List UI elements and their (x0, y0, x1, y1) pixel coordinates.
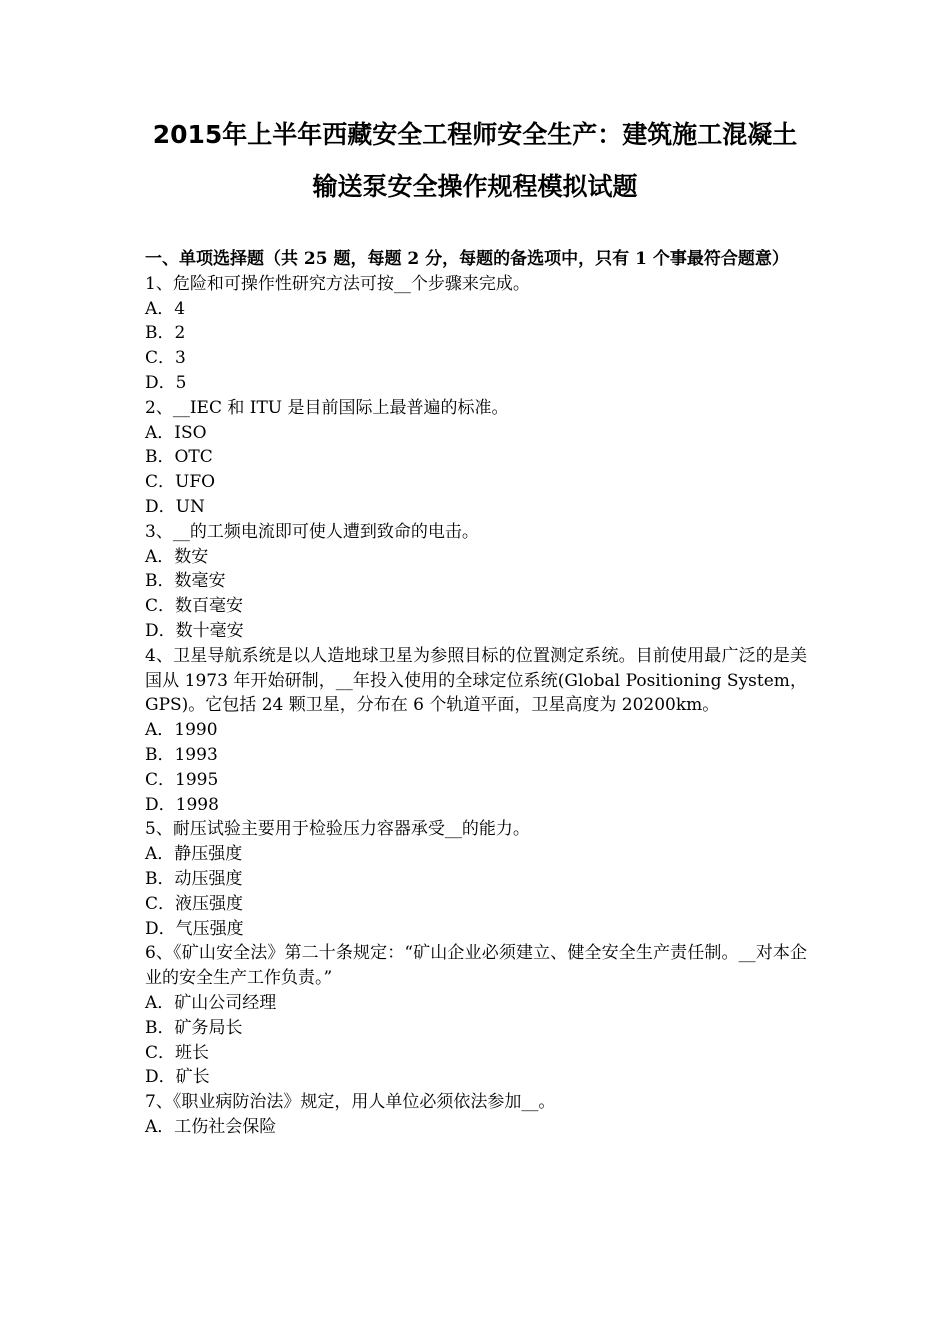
question-7 (145, 1090, 807, 1140)
question-5 (145, 817, 807, 941)
option-b: B．1993 (145, 744, 218, 765)
option-a: A．矿山公司经理 (145, 992, 277, 1013)
question-text: 1、危险和可操作性研究方法可按__个步骤来完成。 (145, 273, 530, 294)
option-a: A．工伤社会保险 (145, 1116, 277, 1137)
question-2 (145, 396, 807, 520)
option-a: A．1990 (145, 720, 218, 741)
document-title-line-1: 2015年上半年西藏安全工程师安全生产：建筑施工混凝土 (152, 120, 798, 149)
question-1 (145, 272, 807, 396)
option-a: A．4 (145, 298, 186, 319)
option-b: B．2 (145, 323, 186, 344)
option-c: C．班长 (145, 1042, 210, 1063)
option-a: A．静压强度 (145, 844, 243, 865)
option-c: C．数百毫安 (145, 596, 244, 617)
option-b: B．OTC (145, 447, 213, 468)
option-c: C．UFO (145, 472, 216, 493)
question-text: 6、《矿山安全法》第二十条规定：“矿山企业必须建立、健全安全生产责任制。__对本企业的安全生产工作负责。” (145, 943, 807, 989)
question-3 (145, 520, 807, 644)
document-body (145, 247, 807, 1140)
option-c: C．1995 (145, 769, 219, 790)
question-text: 2、__IEC 和 ITU 是目前国际上最普遍的标准。 (145, 397, 509, 418)
option-c: C．3 (145, 348, 186, 369)
option-d: D．数十毫安 (145, 620, 244, 641)
question-text: 5、耐压试验主要用于检验压力容器承受__的能力。 (145, 819, 530, 840)
option-b: B．数毫安 (145, 571, 226, 592)
question-text: 4、卫星导航系统是以人造地球卫星为参照目标的位置测定系统。目前使用最广泛的是美国从 1973 年开始研制，__年投入使用的全球定位系统(Global Positioning System，GPS)。它包括 24 颗卫星，分布在 6 个轨道平面，卫星高度为 20200km。 (145, 645, 807, 716)
question-text: 3、__的工频电流即可使人遭到致命的电击。 (145, 521, 479, 542)
option-d: D．5 (145, 372, 187, 393)
option-a: A．ISO (145, 422, 207, 443)
question-6 (145, 941, 807, 1090)
option-d: D．矿长 (145, 1067, 210, 1088)
option-b: B．动压强度 (145, 868, 243, 889)
option-d: D．UN (145, 496, 205, 517)
section-heading: 一、单项选择题（共 25 题，每题 2 分，每题的备选项中，只有 1 个事最符合题意） (145, 249, 789, 269)
question-text: 7、《职业病防治法》规定，用人单位必须依法参加__。 (145, 1092, 556, 1113)
option-a: A．数安 (145, 546, 209, 567)
option-d: D．气压强度 (145, 918, 244, 939)
option-b: B．矿务局长 (145, 1017, 243, 1038)
option-d: D．1998 (145, 794, 219, 815)
document-title-line-2: 输送泵安全操作规程模拟试题 (312, 172, 638, 201)
option-c: C．液压强度 (145, 893, 244, 914)
question-4 (145, 644, 807, 818)
